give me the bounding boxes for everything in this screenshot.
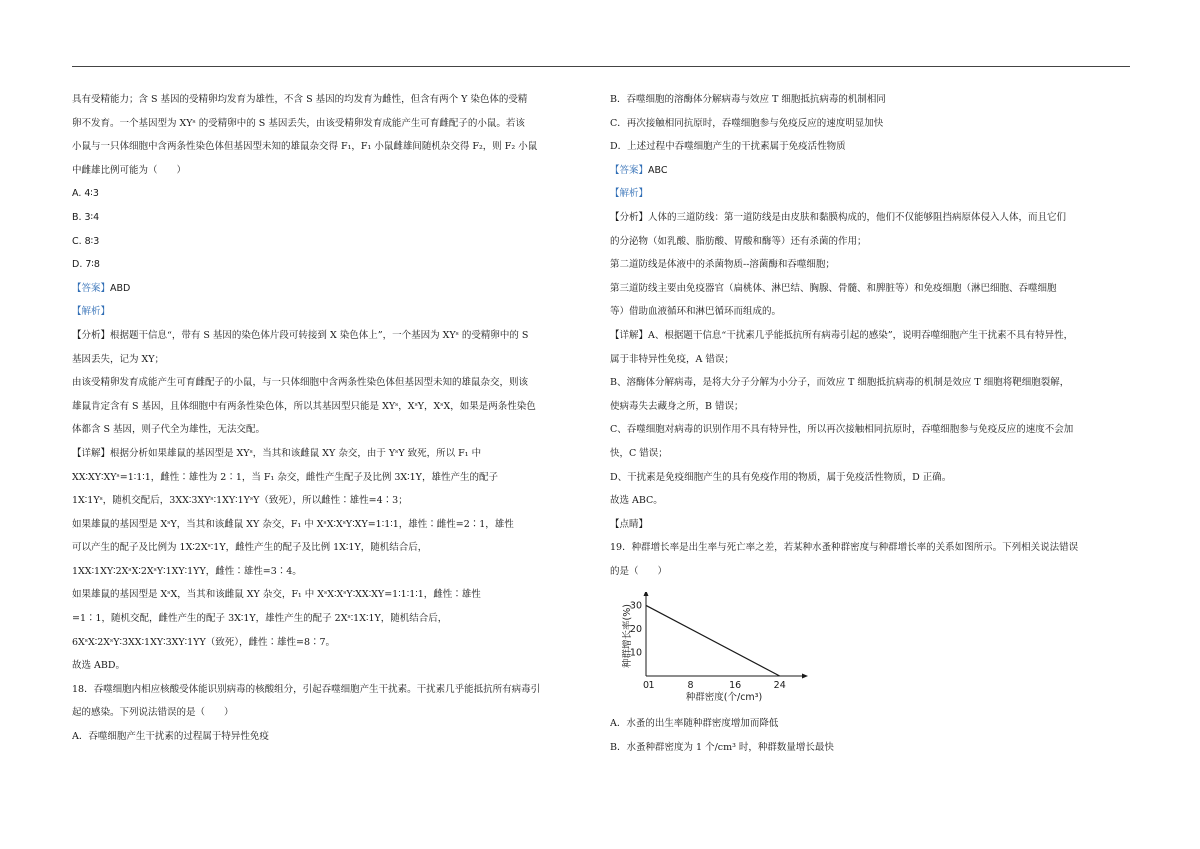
text-line <box>72 442 590 466</box>
dianjing-tag: 【点睛】 <box>610 518 649 530</box>
fenxi-text: 人体的三道防线：第一道防线是由皮肤和黏膜构成的，他们不仅能够阻挡病原体侵入人体，而且它们 <box>648 211 1067 223</box>
text-line: 第三道防线主要由免疫器官（扁桃体、淋巴结、胸腺、骨髓、和脾脏等）和免疫细胞（淋巴细胞、吞噬细胞 <box>610 282 1057 294</box>
option-b: B. 3∶4 <box>72 211 100 223</box>
y-axis-arrow <box>644 592 649 596</box>
answer-value: ABC <box>648 164 668 176</box>
option-a: A. 4∶3 <box>72 188 99 200</box>
series-line <box>646 605 780 676</box>
text-line: 如果雄鼠的基因型是 XˢX，当其和该雌鼠 XY 杂交，F₁ 中 XˢX∶XˢY∶XX∶XY=1∶1∶1∶1，雌性∶雄性 <box>72 589 481 601</box>
q18-options <box>610 88 1128 159</box>
x-ticks <box>643 680 786 691</box>
option-d: D．上述过程中吞噬细胞产生的干扰素属于免疫活性物质 <box>610 141 846 153</box>
text-line: 故选 ABD。 <box>72 660 125 672</box>
x-tick-label: 0 <box>642 680 650 691</box>
text-line: 起的感染。下列说法错误的是（ ） <box>72 707 234 719</box>
x-axis-label: 种群密度(个/cm³) <box>685 692 763 703</box>
text-line: 卵不发育。一个基因型为 XYˢ 的受精卵中的 S 基因丢失，由该受精卵发育成能产生可育雌配子的小鼠。若该 <box>72 117 525 129</box>
q17-stem <box>72 88 590 182</box>
text-line: B、溶酶体分解病毒，是将大分子分解为小分子，而效应 T 细胞抵抗病毒的机制是效应 T 细胞将靶细胞裂解， <box>610 377 1070 389</box>
text-line: 第二道防线是体液中的杀菌物质--溶菌酶和吞噬细胞； <box>610 259 835 271</box>
text-line: C、吞噬细胞对病毒的识别作用不具有特异性，所以再次接触相同抗原时，吞噬细胞参与免疫反应的速度不会加 <box>610 424 1074 436</box>
text-line: 18．吞噬细胞内相应核酸受体能识别病毒的核酸组分，引起吞噬细胞产生干扰素。干扰素几乎能抵抗所有病毒引 <box>72 683 541 695</box>
x-tick-label: 16 <box>729 680 742 691</box>
y-tick-label: 20 <box>629 623 642 635</box>
text-line: 基因丢失，记为 XY； <box>72 353 165 365</box>
text-line: 由该受精卵发育成能产生可育雌配子的小鼠，与一只体细胞中含两条性染色体但基因型未知的雄鼠杂交，则该 <box>72 377 529 389</box>
text-line: 可以产生的配子及比例为 1X∶2Xˢ∶1Y，雌性产生的配子及比例 1X∶1Y，随机结合后， <box>72 542 428 554</box>
q18-stem <box>72 678 590 725</box>
x-axis-arrow <box>802 674 808 679</box>
option-a: A．水蚤的出生率随种群密度增加而降低 <box>610 718 779 729</box>
text-line: 的分泌物（如乳酸、脂肪酸、胃酸和酶等）还有杀菌的作用； <box>610 235 867 247</box>
text-line: 1XX∶1XY∶2XˢX∶2XˢY∶1XY∶1YY，雌性∶雄性=3∶4。 <box>72 565 302 577</box>
option-c: C. 8∶3 <box>72 235 100 247</box>
xiangjie-tag: 【详解】 <box>72 447 111 459</box>
text-line: 的是（ ） <box>610 565 668 577</box>
xiangjie-section <box>72 442 590 678</box>
option-b: B．水蚤种群密度为 1 个/cm³ 时，种群数量增长最快 <box>610 741 834 753</box>
text-line: 具有受精能力；含 S 基因的受精卵均发育为雄性，不含 S 基因的均发育为雌性，但含有两个 Y 染色体的受精 <box>72 94 528 105</box>
text-line: =1∶1，随机交配，雌性产生的配子 3X∶1Y，雄性产生的配子 2Xˢ∶1X∶1Y，随机结合后， <box>72 613 448 625</box>
y-tick-label: 30 <box>629 600 642 612</box>
q19-stem <box>610 536 1128 583</box>
text-line: 小鼠与一只体细胞中含两条性染色体但基因型未知的雄鼠杂交得 F₁，F₁ 小鼠雌雄间随机杂交得 F₂，则 F₂ 小鼠 <box>72 141 538 153</box>
option-c: C．再次接触相同抗原时，吞噬细胞参与免疫反应的速度明显加快 <box>610 117 884 129</box>
xiangjie-tag: 【详解】 <box>610 329 649 341</box>
text-line: 等）借助血液循环和淋巴循环而组成的。 <box>610 306 782 318</box>
q18-option-a: A．吞噬细胞产生干扰素的过程属于特异性免疫 <box>72 731 269 743</box>
analysis-tag: 【解析】 <box>610 188 649 200</box>
right-column <box>610 88 1128 583</box>
xiangjie-text: 根据分析如果雄鼠的基因型是 XYˢ，当其和该雌鼠 XY 杂交，由于 YˢY 致死，所以 F₁ 中 <box>110 447 482 459</box>
text-line <box>610 206 1128 230</box>
text-line: 体都含 S 基因，则子代全为雄性，无法交配。 <box>72 424 266 436</box>
text-line: 故选 ABC。 <box>610 495 663 507</box>
left-column <box>72 88 590 749</box>
text-line: D、干扰素是免疫细胞产生的具有免疫作用的物质，属于免疫活性物质，D 正确。 <box>610 471 952 483</box>
y-tick-label: 10 <box>629 647 642 659</box>
x-tick-label: 1 <box>648 680 655 691</box>
fenxi-text: 根据题干信息“，带有 S 基因的染色体片段可转接到 X 染色体上”，一个基因为 XYˢ 的受精卵中的 S <box>110 329 529 341</box>
text-line <box>72 324 590 348</box>
x-tick-label: 8 <box>687 680 694 691</box>
text-line: 如果雄鼠的基因型是 XˢY，当其和该雌鼠 XY 杂交，F₁ 中 XˢX∶XˢY∶XY=1∶1∶1，雄性∶雌性=2∶1，雄性 <box>72 518 514 530</box>
text-line: 属于非特异性免疫，A 错误； <box>610 353 734 365</box>
option-b: B．吞噬细胞的溶酶体分解病毒与效应 T 细胞抵抗病毒的机制相同 <box>610 94 886 105</box>
text-line <box>610 324 1128 348</box>
fenxi-tag: 【分析】 <box>610 211 649 223</box>
text-line: 19．种群增长率是出生率与死亡率之差，若某种水蚤种群密度与种群增长率的关系如图所示。下列相关说法错误 <box>610 542 1079 554</box>
text-line: 使病毒失去藏身之所，B 错误； <box>610 400 744 412</box>
text-line: 快，C 错误； <box>610 447 668 459</box>
q17-options <box>72 182 590 276</box>
fenxi-section <box>72 324 590 442</box>
growth-rate-chart <box>622 592 812 708</box>
fenxi-tag: 【分析】 <box>72 329 111 341</box>
answer-value: ABD <box>110 282 131 294</box>
text-line: XX∶XY∶XYˢ=1∶1∶1，雌性∶雄性为 2∶1，当 F₁ 杂交，雌性产生配子及比例 3X∶1Y，雄性产生的配子 <box>72 471 498 483</box>
answer-tag: 【答案】 <box>610 164 649 176</box>
x-tick-label: 24 <box>773 680 786 691</box>
answer-line <box>72 277 590 301</box>
q19-options <box>610 712 1128 759</box>
fenxi-section <box>610 206 1128 324</box>
xiangjie-section <box>610 324 1128 513</box>
text-line: 6XˢX∶2XˢY∶3XX∶1XY∶3XY∶1YY（致死），雌性∶雄性=8∶7。 <box>72 636 336 648</box>
xiangjie-text: A、根据题干信息“干扰素几乎能抵抗所有病毒引起的感染”，说明吞噬细胞产生干扰素不具有特异性， <box>648 329 1074 341</box>
answer-line <box>610 159 1128 183</box>
option-d: D. 7∶8 <box>72 259 100 271</box>
answer-tag: 【答案】 <box>72 282 111 294</box>
header-rule <box>72 66 1130 67</box>
text-line: 1X∶1Yˢ，随机交配后，3XX∶3XYˢ∶1XY∶1YˢY（致死），所以雌性∶雄性=4∶3； <box>72 495 408 507</box>
text-line: 雄鼠肯定含有 S 基因，且体细胞中有两条性染色体，所以其基因型只能是 XYˢ，XˢY，XˢX，如果是两条性染色 <box>72 400 536 412</box>
y-axis-label: 种群增长率(%) <box>622 604 633 668</box>
text-line: 中雌雄比例可能为（ ） <box>72 164 187 176</box>
analysis-tag: 【解析】 <box>72 306 111 318</box>
